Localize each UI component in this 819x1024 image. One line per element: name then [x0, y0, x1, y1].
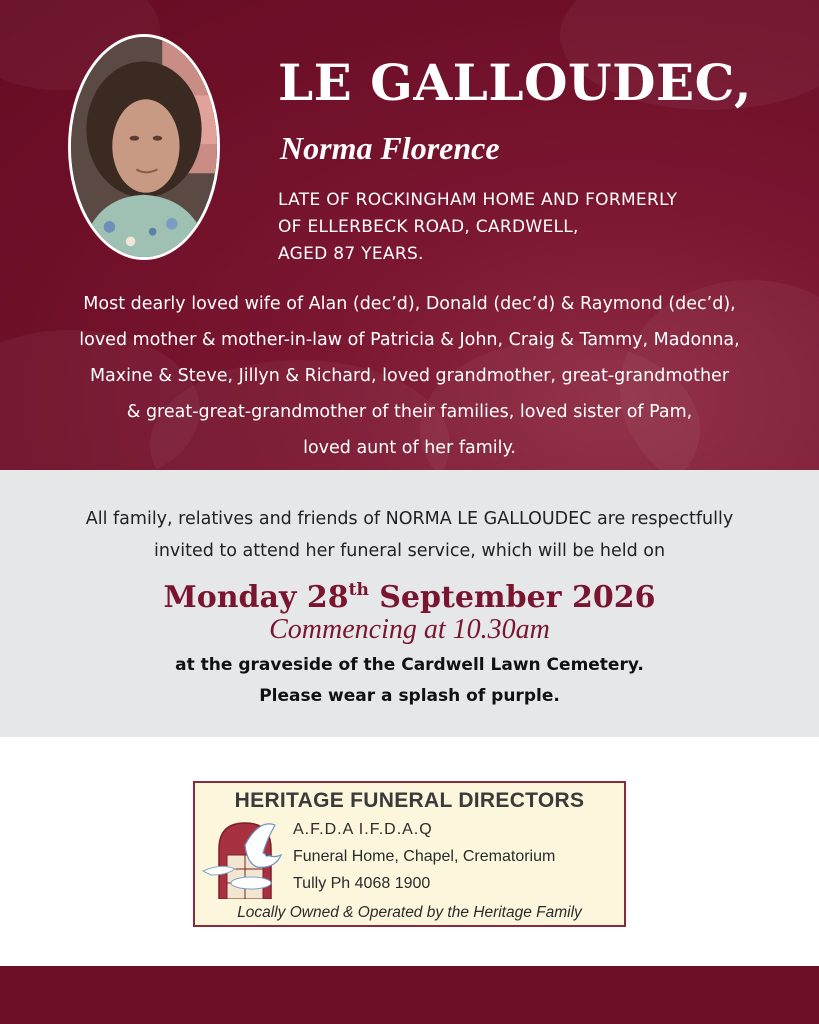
funeral-director-name: HERITAGE FUNERAL DIRECTORS — [234, 789, 585, 812]
tribute-line: Maxine & Steve, Jillyn & Richard, loved grandmother, great-grandmother — [89, 366, 730, 386]
tribute-line: Most dearly loved wife of Alan (dec’d), Donald (dec’d) & Raymond (dec’d), — [83, 294, 736, 314]
residence-line: OF ELLERBECK ROAD, CARDWELL, — [278, 217, 579, 237]
service-location: at the graveside of the Cardwell Lawn Cemetery. — [175, 655, 644, 675]
service-time: Commencing at 10.30am — [269, 614, 550, 645]
invitation-line: All family, relatives and friends of NORMA LE GALLOUDEC are respectfully — [85, 509, 734, 529]
deceased-given-names: Norma Florence — [280, 130, 500, 166]
tagline: Locally Owned & Operated by the Heritage Family — [237, 904, 582, 921]
invitation-text — [0, 503, 819, 567]
facilities: Funeral Home, Chapel, Crematorium — [293, 848, 556, 865]
residence-and-age — [278, 187, 677, 268]
service-date — [0, 570, 819, 618]
dress-note: Please wear a splash of purple. — [259, 686, 560, 706]
dove-chapel-window-icon — [201, 815, 297, 899]
service-details — [0, 470, 819, 737]
memberships: A.F.D.A I.F.D.A.Q — [293, 821, 433, 838]
invitation-line: invited to attend her funeral service, which will be held on — [153, 541, 666, 561]
phone-number: Tully Ph 4068 1900 — [293, 875, 431, 892]
header-banner — [0, 0, 819, 470]
service-location-block — [0, 650, 819, 712]
service-date-month-year: September 2026 — [368, 580, 656, 615]
residence-line: LATE OF ROCKINGHAM HOME AND FORMERLY — [278, 190, 678, 210]
tribute-line: loved aunt of her family. — [303, 438, 516, 458]
service-date-day: Monday 28 — [163, 580, 349, 615]
tribute-line: & great-great-grandmother of their families, loved sister of Pam, — [126, 402, 693, 422]
tribute-line: loved mother & mother-in-law of Patricia & John, Craig & Tammy, Madonna, — [79, 330, 740, 350]
footer-band — [0, 966, 819, 1024]
tribute-text — [20, 286, 799, 466]
portrait-photo — [68, 34, 220, 260]
deceased-surname: LE GALLOUDEC, — [278, 53, 752, 112]
service-date-suffix: th — [348, 580, 369, 600]
funeral-director-logo — [193, 781, 626, 927]
age-line: AGED 87 YEARS. — [278, 244, 424, 264]
